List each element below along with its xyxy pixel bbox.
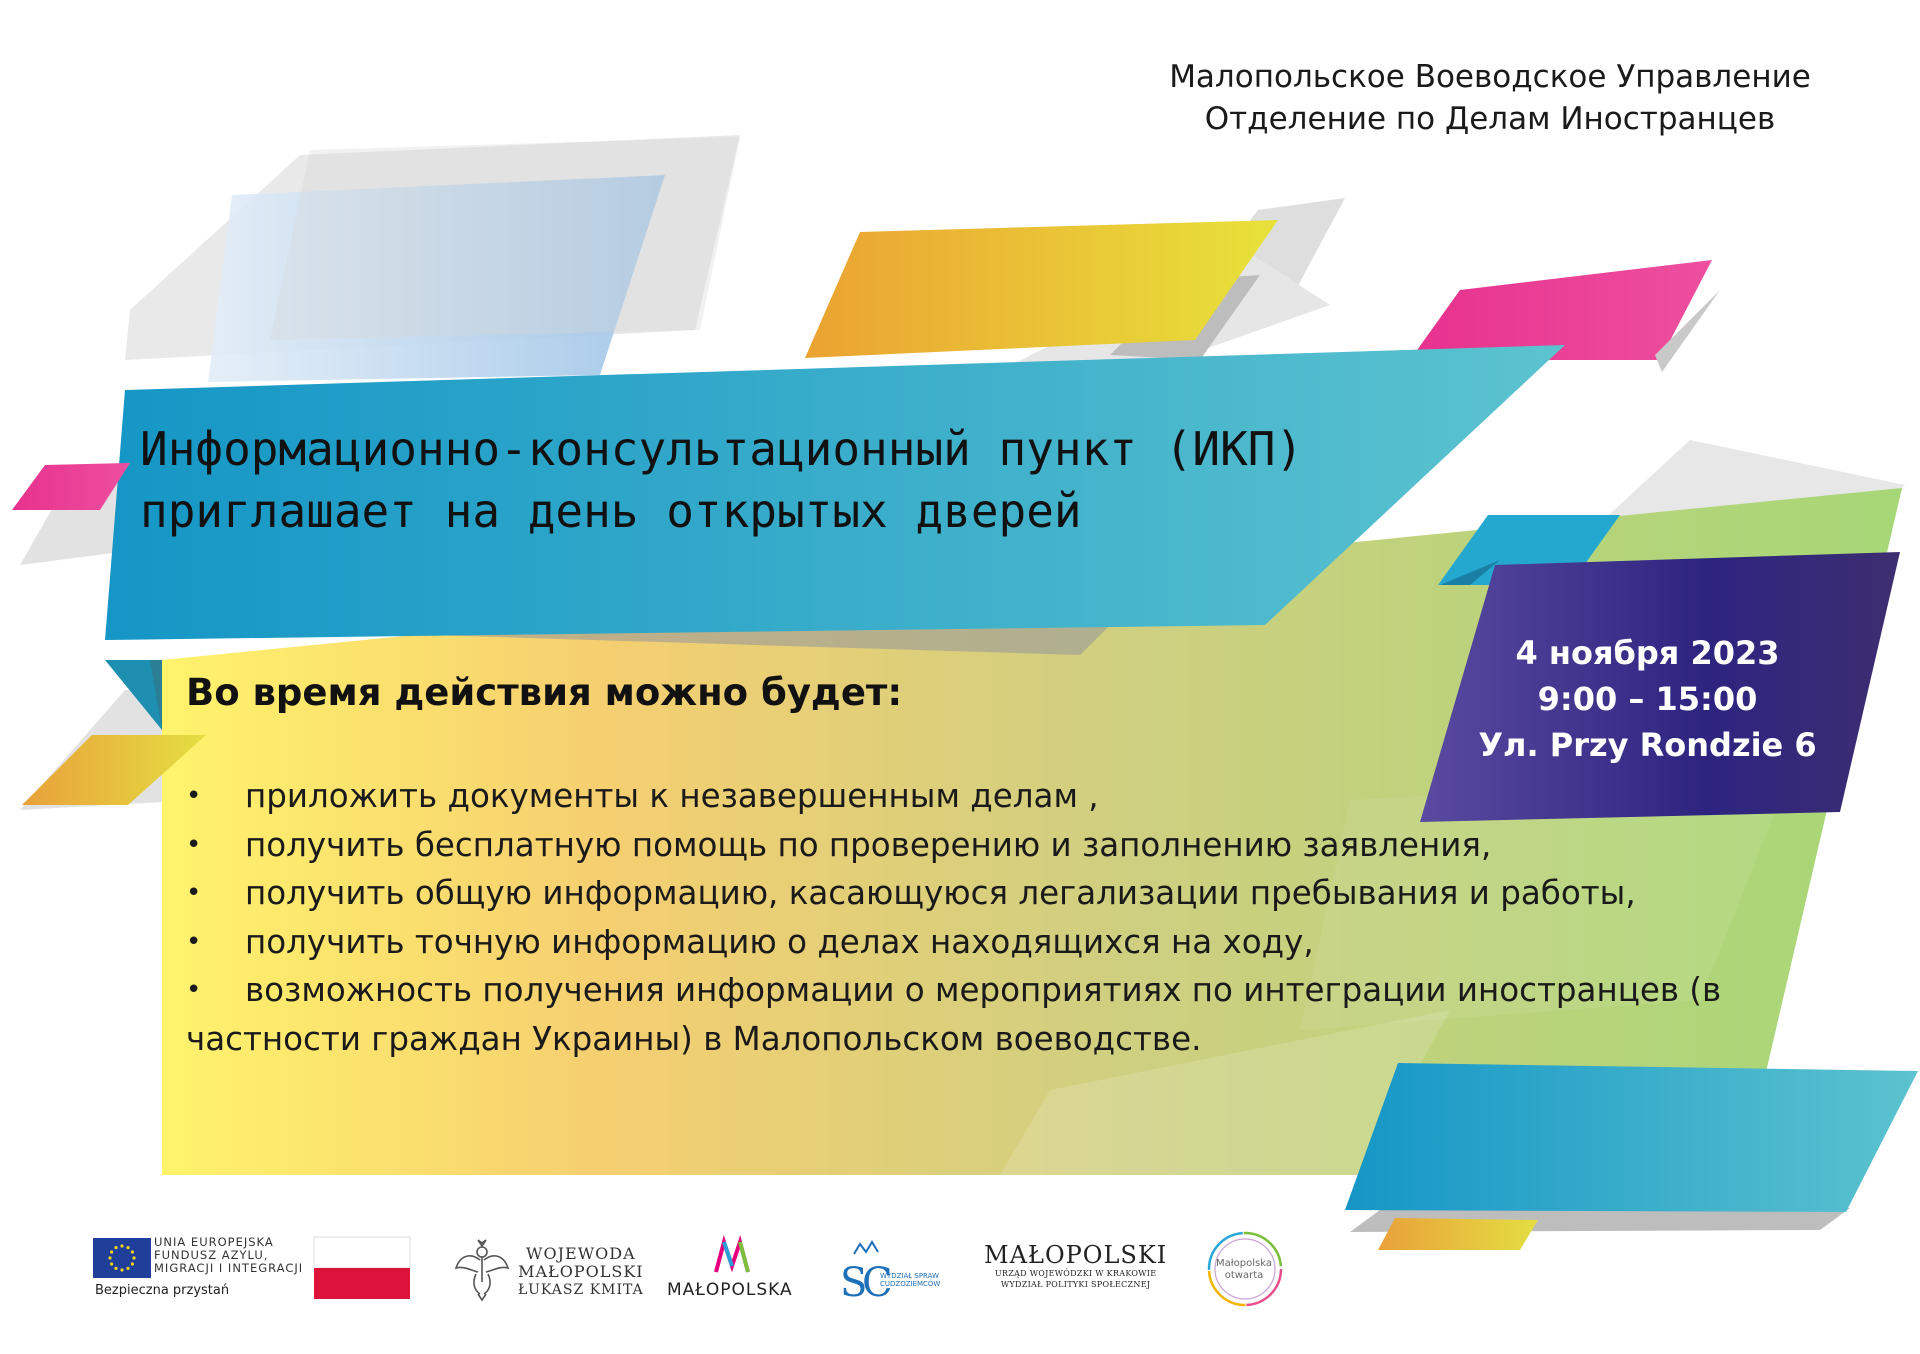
list-item-text: получить общую информацию, касающуюся легализации пребывания и работы, bbox=[245, 874, 1636, 912]
sc-department-label bbox=[880, 1272, 940, 1288]
list-item bbox=[186, 966, 1766, 1015]
list-item bbox=[186, 869, 1766, 918]
svg-text:C: C bbox=[862, 1260, 893, 1306]
list-item-text: приложить документы к незавершенным делам , bbox=[245, 777, 1099, 815]
bullet-icon: • bbox=[186, 926, 202, 957]
event-address: Ул. Przy Rondzie 6 bbox=[1478, 726, 1817, 764]
bullet-icon: • bbox=[186, 781, 202, 811]
list-item bbox=[186, 772, 1766, 821]
title-line-1: Информационно-консультационный пункт (ИКП) bbox=[140, 422, 1304, 476]
bullet-icon: • bbox=[186, 829, 202, 860]
bullet-icon: • bbox=[186, 878, 202, 908]
polish-eagle-icon bbox=[452, 1238, 512, 1302]
eu-fund-label bbox=[154, 1236, 303, 1275]
sc-line-2: CUDZOZIEMCÓW bbox=[880, 1280, 941, 1288]
eu-line-2: FUNDUSZ AZYLU, bbox=[154, 1248, 269, 1262]
event-date: 4 ноября 2023 bbox=[1515, 634, 1780, 672]
uw-title: MAŁOPOLSKI bbox=[984, 1241, 1168, 1269]
organization-header bbox=[1150, 56, 1830, 140]
eu-line-3: MIGRACJI I INTEGRACJI bbox=[154, 1261, 304, 1275]
svg-text:S: S bbox=[840, 1260, 868, 1306]
polish-flag-icon bbox=[314, 1237, 410, 1299]
malopolska-logo-icon bbox=[712, 1236, 756, 1276]
wojewoda-line-3: ŁUKASZ KMITA bbox=[518, 1282, 644, 1298]
mo-line-1: Małopolska bbox=[1216, 1258, 1272, 1269]
wojewoda-line-2: MAŁOPOLSKI bbox=[518, 1262, 644, 1281]
list-item-text: возможность получения информации о мероприятиях по интеграции иностранцев (в bbox=[245, 971, 1722, 1009]
malopolska-label: MAŁOPOLSKA bbox=[667, 1280, 793, 1300]
mo-line-2: otwarta bbox=[1224, 1270, 1264, 1281]
event-details bbox=[1470, 630, 1825, 768]
sc-line-1: WYDZIAŁ SPRAW bbox=[880, 1272, 939, 1280]
eu-caption: Bezpieczna przystań bbox=[95, 1283, 230, 1298]
list-item-continuation: частности граждан Украины) в Малопольском воеводстве. bbox=[186, 1019, 1202, 1058]
list-item bbox=[186, 821, 1766, 870]
wojewoda-line-1: WOJEWODA bbox=[526, 1244, 636, 1263]
eu-flag-icon bbox=[93, 1238, 151, 1278]
header-line-2: Отделение по Делам Иностранцев bbox=[1204, 101, 1776, 137]
page-title bbox=[140, 418, 1303, 542]
wojewoda-label bbox=[518, 1245, 644, 1299]
event-time: 9:00 – 15:00 bbox=[1537, 680, 1758, 718]
list-item-text: получить бесплатную помощь по проверению и заполнению заявления, bbox=[245, 825, 1492, 864]
eu-line-1: UNIA EUROPEJSKA bbox=[154, 1235, 274, 1249]
title-line-2: приглашает на день открытых дверей bbox=[140, 484, 1082, 538]
bullet-icon: • bbox=[186, 975, 202, 1005]
list-item-text: получить точную информацию о делах находящихся на ходу, bbox=[245, 922, 1314, 961]
uw-line-2: WYDZIAŁ POLITYKI SPOŁECZNEJ bbox=[1000, 1280, 1151, 1289]
activities-list bbox=[186, 772, 1766, 1063]
intro-heading: Во время действия можно будет: bbox=[186, 671, 903, 714]
uw-line-1: URZĄD WOJEWÓDZKI W KRAKOWIE bbox=[994, 1269, 1157, 1278]
list-item bbox=[186, 918, 1766, 967]
urzad-wojewodzki-label bbox=[984, 1242, 1167, 1290]
malopolska-otwarta-label bbox=[1214, 1258, 1274, 1282]
header-line-1: Малопольское Воеводское Управление bbox=[1169, 59, 1811, 95]
